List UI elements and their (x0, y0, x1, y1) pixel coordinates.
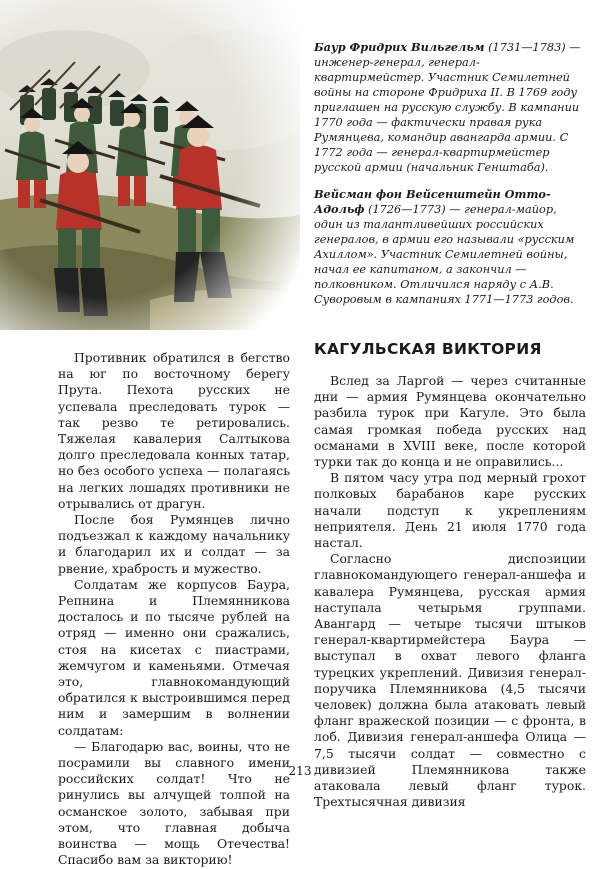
paragraph: В пятом часу утра под мерный грохот полковых барабанов каре русских начали подступ к укреплениям неприятеля. День 21 июля 1770 года настал. (314, 470, 586, 551)
biographies-sidebar (314, 40, 586, 319)
right-text-column (314, 339, 586, 810)
paragraph: Противник обратился в бегство на юг по восточному берегу Прута. Пехота русских не успевала преследовать турок — так резво те ретировались. Тяжелая кавалерия Салтыкова долго преследовала конных татар, но без особого успеха — полагаясь на легких лошадях противники не отрывались от драгун. (58, 350, 290, 511)
left-text-column (58, 350, 290, 869)
bio-weisman (314, 187, 586, 307)
bio-name: Вейсман фон Вейсенштейн Отто-Адольф (314, 187, 551, 216)
paragraph: — Благодарю вас, воины, что не посрамили вы славного имени российских солдат! Что не ринулись вы алчущей толпой на османское золото, забывая при этом, что главная добыча воинства — мощь Отечества! Спасибо вам за викторию! (58, 738, 290, 868)
bio-text: (1726—1773) — генерал-майор, один из талантливейших российских генералов, в армии его называли «русским Ахиллом». Участник Семилетней войны, начал ее капитаном, а закончил — полковником. Отличился наряду с А.В. Суворовым в кампаниях 1771—1773 годов. (314, 203, 575, 306)
bio-text: (1731—1783) — инженер-генерал, генерал-квартирмейстер. Участник Семилетней войны на стороне Фридриха II. В 1769 году приглашен на русскую службу. В кампании 1770 года — фактически правая рука Румянцева, командир авангарда армии. С 1772 года — генерал-квартирмейстер русской армии (начальник Генштаба). (314, 41, 581, 174)
page-number: 213 (288, 764, 312, 778)
bio-baur (314, 40, 586, 175)
bio-name: Баур Фридрих Вильгельм (314, 40, 485, 54)
soldiers-illustration (0, 0, 300, 330)
paragraph: После боя Румянцев лично подъезжал к каждому начальнику и благодарил их и солдат — за рвение, храбрость и мужество. (58, 512, 290, 576)
paragraph: Согласно диспозиции главнокомандующего генерал-аншефа и кавалера Румянцева, русская армия наступала четырьмя группами. Авангард — четыре тысячи штыков генерал-квартирмейстера Баура — выступал в охват левого фланга турецких укреплений. Дивизия генерал-поручика Племянникова (4,5 тысячи человек) должна была атаковать левый фланг вражеской позиции — с фронта, в лоб. Дивизия генерал-аншефа Олица — 7,5 тысячи солдат — совместно с дивизией Племянникова также атаковала левый фланг турок. Трехтысячная дивизия (314, 551, 586, 810)
paragraph: Солдатам же корпусов Баура, Репнина и Племянникова досталось и по тысяче рублей на отряд — именно они сражались, стоя на кисетах с пиастрами, жемчугом и каменьями. Отмечая это, главнокомандующий обратился к выстроившимся перед ним и замершим в волнении солдатам: (58, 576, 290, 738)
paragraph: Вслед за Ларгой — через считанные дни — армия Румянцева окончательно разбила турок при Кагуле. Это была самая громкая победа русских над османами в XVIII веке, после которой турки так до конца и не оправились... (314, 373, 586, 470)
section-title: КАГУЛЬСКАЯ ВИКТОРИЯ (314, 340, 542, 358)
infantry-charge-picture (0, 0, 300, 330)
